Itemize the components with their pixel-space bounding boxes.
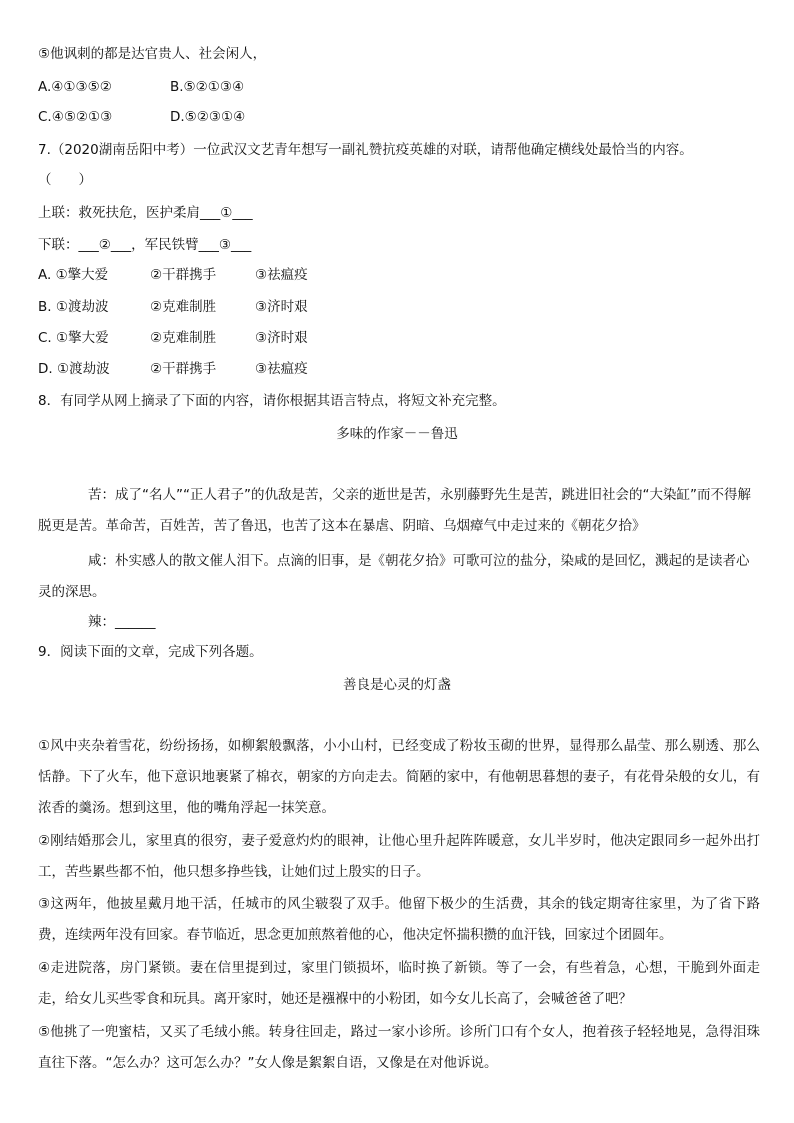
q7-option-d [38, 359, 308, 379]
q7-option-b-second: ②克难制胜 [150, 299, 217, 315]
q7-option-a-second: ②干群携手 [150, 267, 217, 283]
q8-stem: 8．有同学从网上摘录了下面的内容，请你根据其语言特点，将短文补充完整。 [38, 393, 506, 409]
q9-paragraph-3: ③这两年，他披星戴月地干活，任城市的风尘皲裂了双手。他留下极少的生活费，其余的钱定期寄往家里，为了省下路费，连续两年没有回家。春节临近，思念更加煎熬着他的心，他决定怀揣积攒的血汗钱，回家过个团圆年。 [38, 896, 760, 943]
q7-option-b [38, 297, 308, 317]
q8-bitter-paragraph: 苦：成了“名人”“正人君子”的仇敌是苦，父亲的逝世是苦，永别藤野先生是苦，跳进旧社会的“大染缸”而不得解脱更是苦。革命苦，百姓苦，苦了鲁迅，也苦了这本在暴虐、阴暗、乌烟瘴气中走过来的《朝花夕拾》 [38, 487, 751, 534]
q6-option-b: B.⑤②①③④ [170, 79, 245, 95]
q7-lower-couplet: 下联：___②___，军民铁臂___③___ [38, 237, 252, 253]
q6-option-row-1 [38, 77, 244, 97]
q7-option-d-second: ②干群携手 [150, 361, 217, 377]
q9-stem: 9．阅读下面的文章，完成下列各题。 [38, 644, 263, 660]
q7-stem: 7.（2020湖南岳阳中考）一位武汉文艺青年想写一副礼赞抗疫英雄的对联，请帮他确定横线处最恰当的内容。 [38, 142, 693, 158]
q7-option-a [38, 265, 308, 285]
q9-paragraph-1: ①风中夹杂着雪花，纷纷扬扬，如柳絮般飘落，小小山村，已经变成了粉妆玉砌的世界，显得那么晶莹、那么剔透、那么恬静。下了火车，他下意识地裹紧了棉衣，朝家的方向走去。简陋的家中，有他朝思暮想的妻子，有花骨朵般的女儿，有浓香的羹汤。想到这里，他的嘴角浮起一抹笑意。 [38, 738, 760, 816]
q7-answer-bracket: （ ） [38, 172, 92, 188]
q7-option-c [38, 328, 308, 348]
q8-salty-paragraph: 咸：朴实感人的散文催人泪下。点滴的旧事，是《朝花夕拾》可歌可泣的盐分，染咸的是回忆，溅起的是读者心灵的深思。 [38, 553, 750, 600]
q9-article-title: 善良是心灵的灯盏 [343, 677, 451, 693]
q8-article-title: 多味的作家－－鲁迅 [336, 426, 458, 442]
q7-upper-couplet: 上联：救死扶危，医护柔肩___①___ [38, 205, 253, 221]
q6-option-c: C.④⑤②①③ [38, 109, 113, 125]
q7-option-a-third: ③祛瘟疫 [255, 267, 308, 283]
q9-paragraph-4: ④走进院落，房门紧锁。妻在信里提到过，家里门锁损坏，临时换了新锁。等了一会，有些着急，心想，干脆到外面走走，给女儿买些零食和玩具。离开家时，她还是襁褓中的小粉团，如今女儿长高了，会喊爸爸了吧？ [38, 960, 760, 1007]
q7-option-d-third: ③祛瘟疫 [255, 361, 308, 377]
q7-option-c-second: ②克难制胜 [150, 330, 217, 346]
q7-option-b-first: B. ①渡劫波 [38, 299, 109, 315]
q7-option-c-third: ③济时艰 [255, 330, 308, 346]
q7-option-a-first: A. ①擎大爱 [38, 267, 109, 283]
q7-option-c-first: C. ①擎大爱 [38, 330, 109, 346]
q6-item5: ⑤他讽刺的都是达官贵人、社会闲人， [38, 46, 267, 62]
q6-option-d: D.⑤②③①④ [170, 109, 246, 125]
q7-option-b-third: ③济时艰 [255, 299, 308, 315]
q6-option-row-2 [38, 107, 245, 127]
q7-option-d-first: D. ①渡劫波 [38, 361, 110, 377]
q6-option-a: A.④①③⑤② [38, 79, 112, 95]
q9-paragraph-2: ②刚结婚那会儿，家里真的很穷，妻子爱意灼灼的眼神，让他心里升起阵阵暖意，女儿半岁时，他决定跟同乡一起外出打工，苦些累些都不怕，他只想多挣些钱，让她们过上殷实的日子。 [38, 833, 760, 880]
q9-paragraph-5: ⑤他挑了一兜蜜桔，又买了毛绒小熊。转身往回走，路过一家小诊所。诊所门口有个女人，抱着孩子轻轻地晃，急得泪珠直往下落。“怎么办？这可怎么办？”女人像是絮絮自语，又像是在对他诉说。 [38, 1024, 760, 1071]
q8-spicy-blank: 辣：______ [88, 614, 156, 630]
